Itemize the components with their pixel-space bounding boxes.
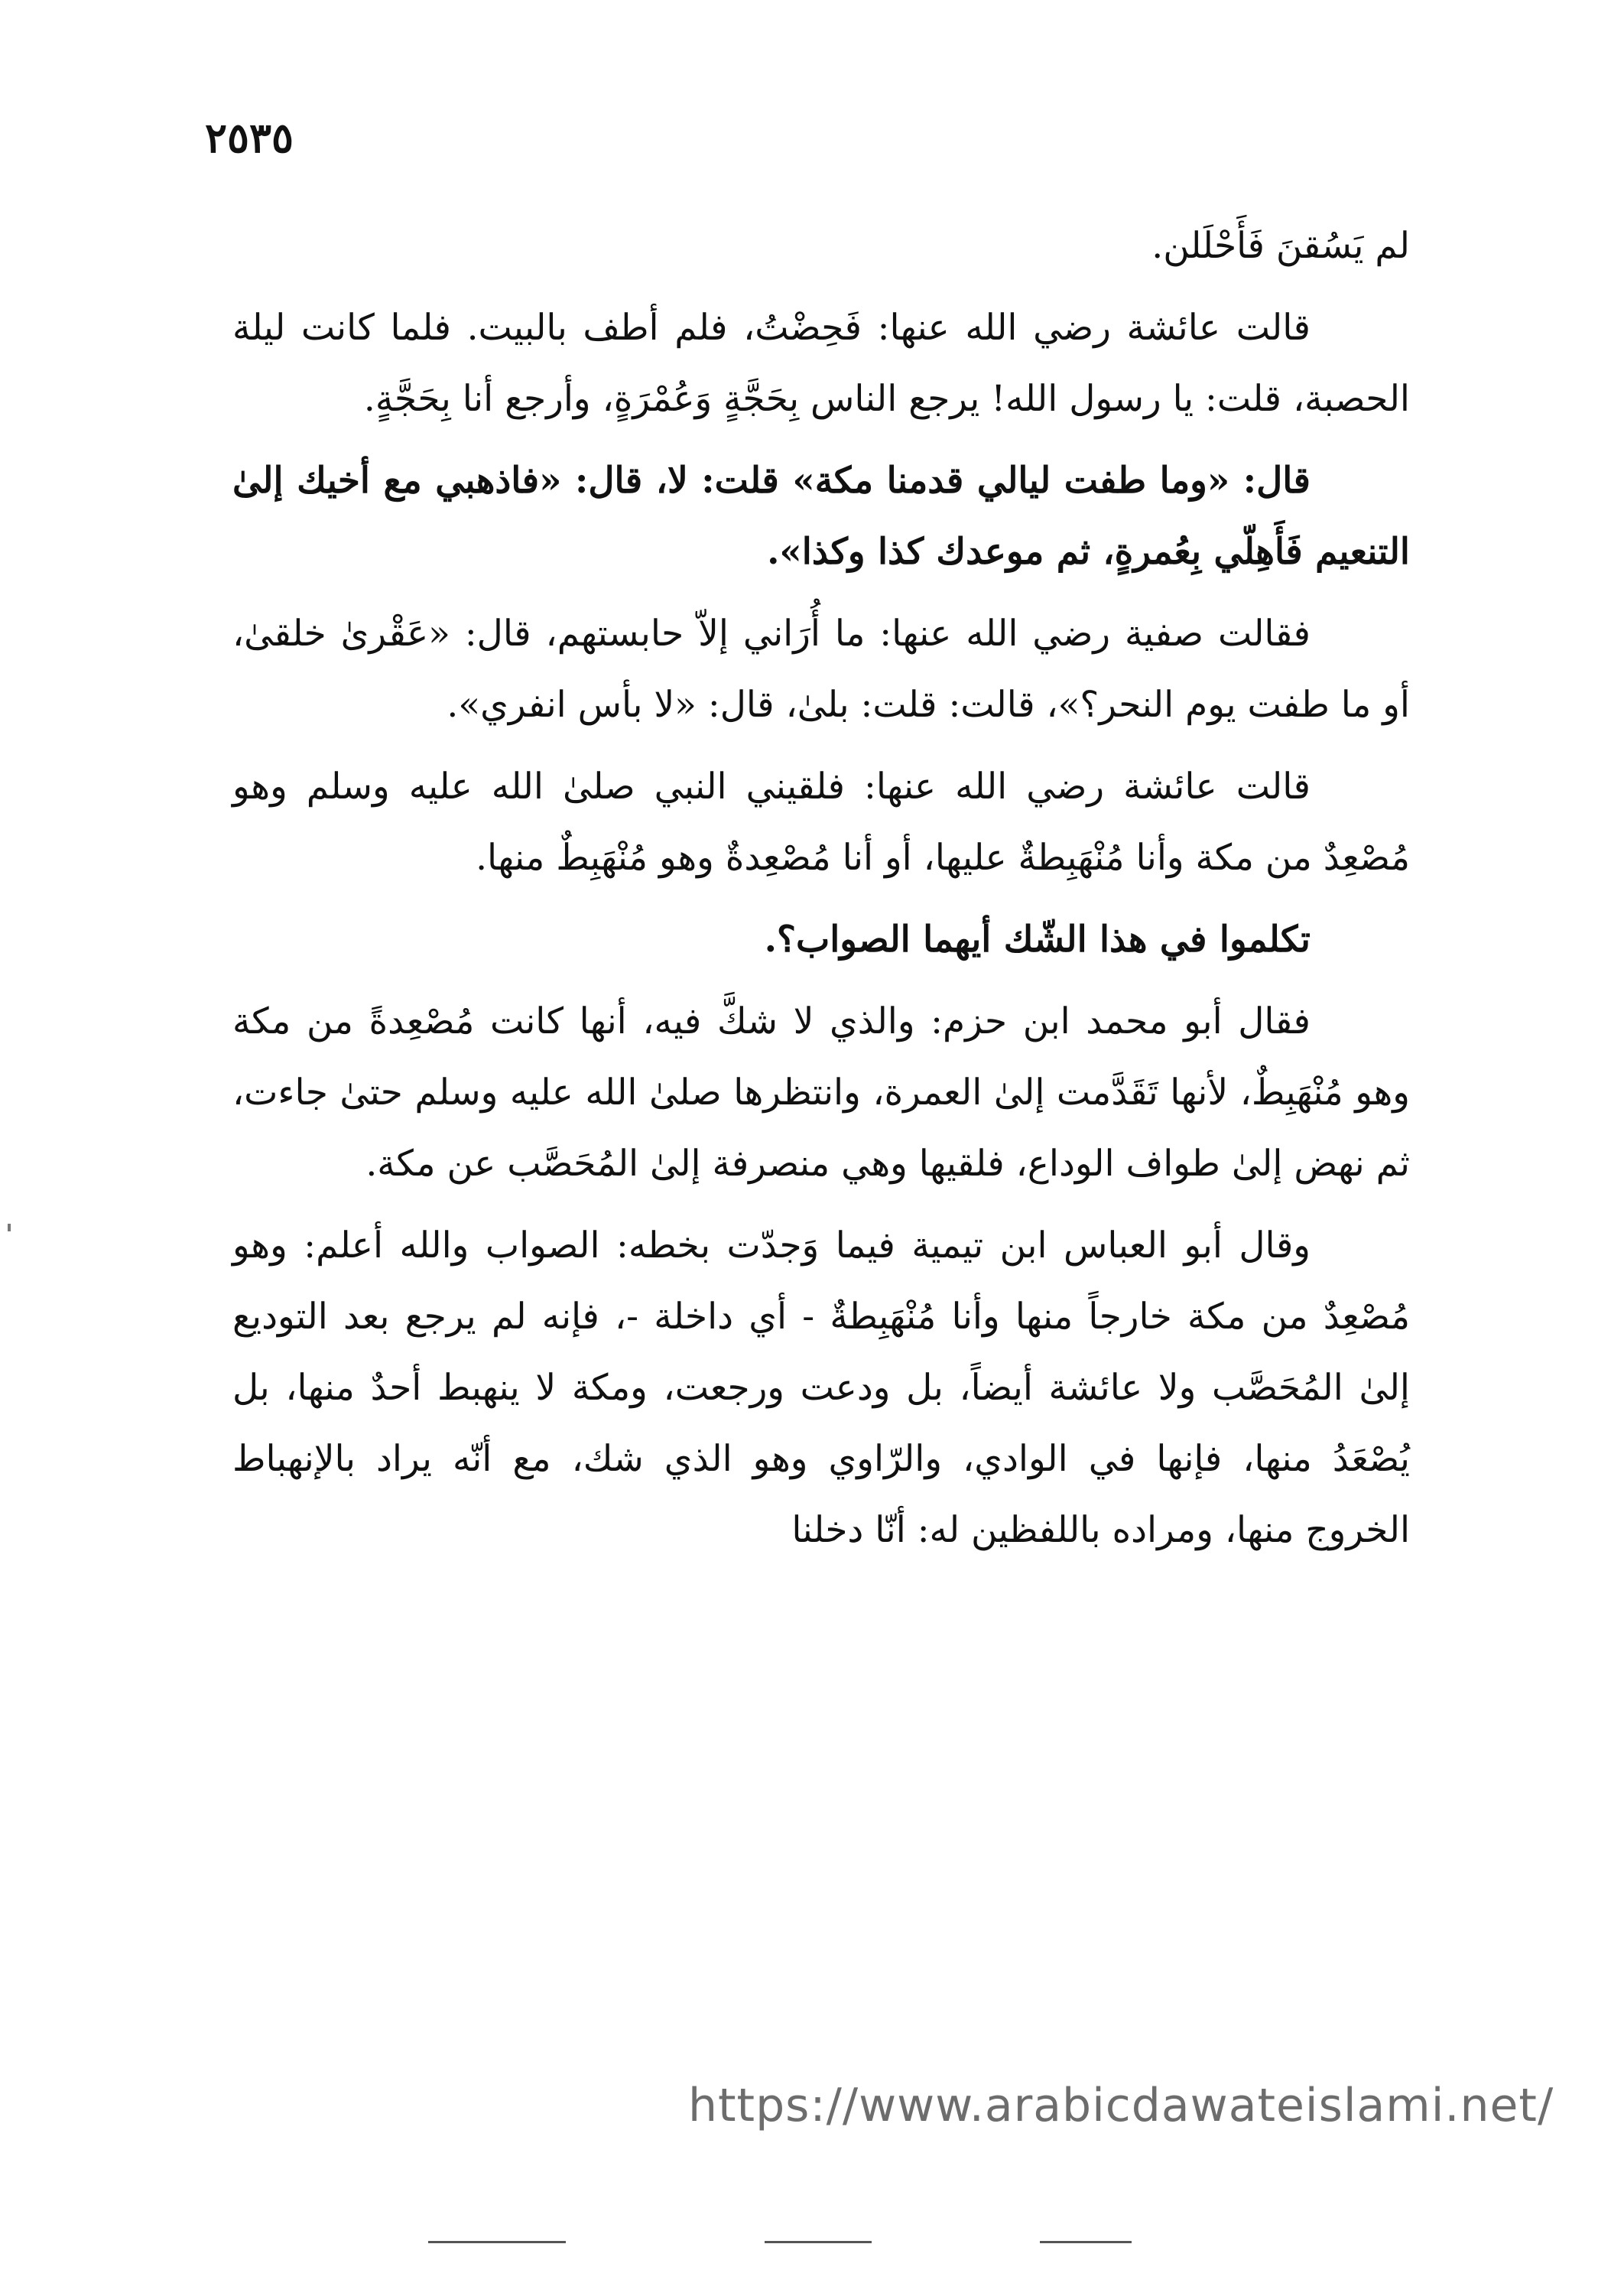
paragraph-1: لم يَسُقنَ فَأَحْلَلن.	[1151, 225, 1410, 267]
paragraph-7: فقال أبو محمد ابن حزم: والذي لا شكَّ فيه، أنها كانت مُصْعِدةً من مكة وهو مُنْهَبِطٌ، لأنها تَقَدَّمت إلىٰ العمرة، وانتظرها صلىٰ الله عليه وسلم حتىٰ جاءت، ثم نهض إلىٰ طواف الوداع، فلقيها وهي منصرفة إلىٰ المُحَصَّب عن مكة.	[232, 1000, 1410, 1185]
paragraph-5: قالت عائشة رضي الله عنها: فلقيني النبي صلىٰ الله عليه وسلم وهو مُصْعِدٌ من مكة وأنا مُنْهَبِطةٌ عليها، أو أنا مُصْعِدةٌ وهو مُنْهَبِطٌ منها.	[232, 766, 1410, 879]
watermark-url: https://www.arabicdawateislami.net/	[688, 2079, 1554, 2132]
paragraph-2: قالت عائشة رضي الله عنها: فَحِضْتُ، فلم أطف بالبيت. فلما كانت ليلة الحصبة، قلت: يا رسول الله! يرجع الناس بِحَجَّةٍ وَعُمْرَةٍ، وأرجع أنا بِحَجَّةٍ.	[232, 307, 1410, 420]
main-text	[232, 210, 1410, 1576]
bottom-rule	[428, 2241, 566, 2243]
paragraph-6: تكلموا في هذا الشّك أيهما الصواب؟.	[764, 919, 1311, 961]
bottom-rule	[765, 2241, 872, 2243]
margin-mark	[8, 1224, 11, 1231]
bottom-rule	[1040, 2241, 1132, 2243]
paragraph-3: قال: «وما طفت ليالي قدمنا مكة» قلت: لا، قال: «فاذهبي مع أخيك إلىٰ التنعيم فَأَهِلّي بِعُمرةٍ، ثم موعدك كذا وكذا».	[232, 460, 1410, 573]
paragraph-8: وقال أبو العباس ابن تيمية فيما وَجدّت بخطه: الصواب والله أعلم: وهو مُصْعِدٌ من مكة خارجاً منها وأنا مُنْهَبِطةٌ - أي داخلة -، فإنه لم يرجع بعد التوديع إلىٰ المُحَصَّب ولا عائشة أيضاً، بل ودعت ورجعت، ومكة لا ينهبط أحدٌ منها، بل يُصْعَدُ منها، فإنها في الوادي، والرّاوي وهو الذي شك، مع أنّه يراد بالإنهباط الخروج منها، ومراده باللفظين له: أنّا دخلنا	[232, 1224, 1410, 1551]
paragraph-4: فقالت صفية رضي الله عنها: ما أُرَاني إلاّ حابستهم، قال: «عَقْرىٰ خلقىٰ، أو ما طفت يوم النحر؟»، قالت: قلت: بلىٰ، قال: «لا بأس انفري».	[232, 613, 1410, 726]
page-number: ٢٥٣٥	[205, 113, 294, 162]
